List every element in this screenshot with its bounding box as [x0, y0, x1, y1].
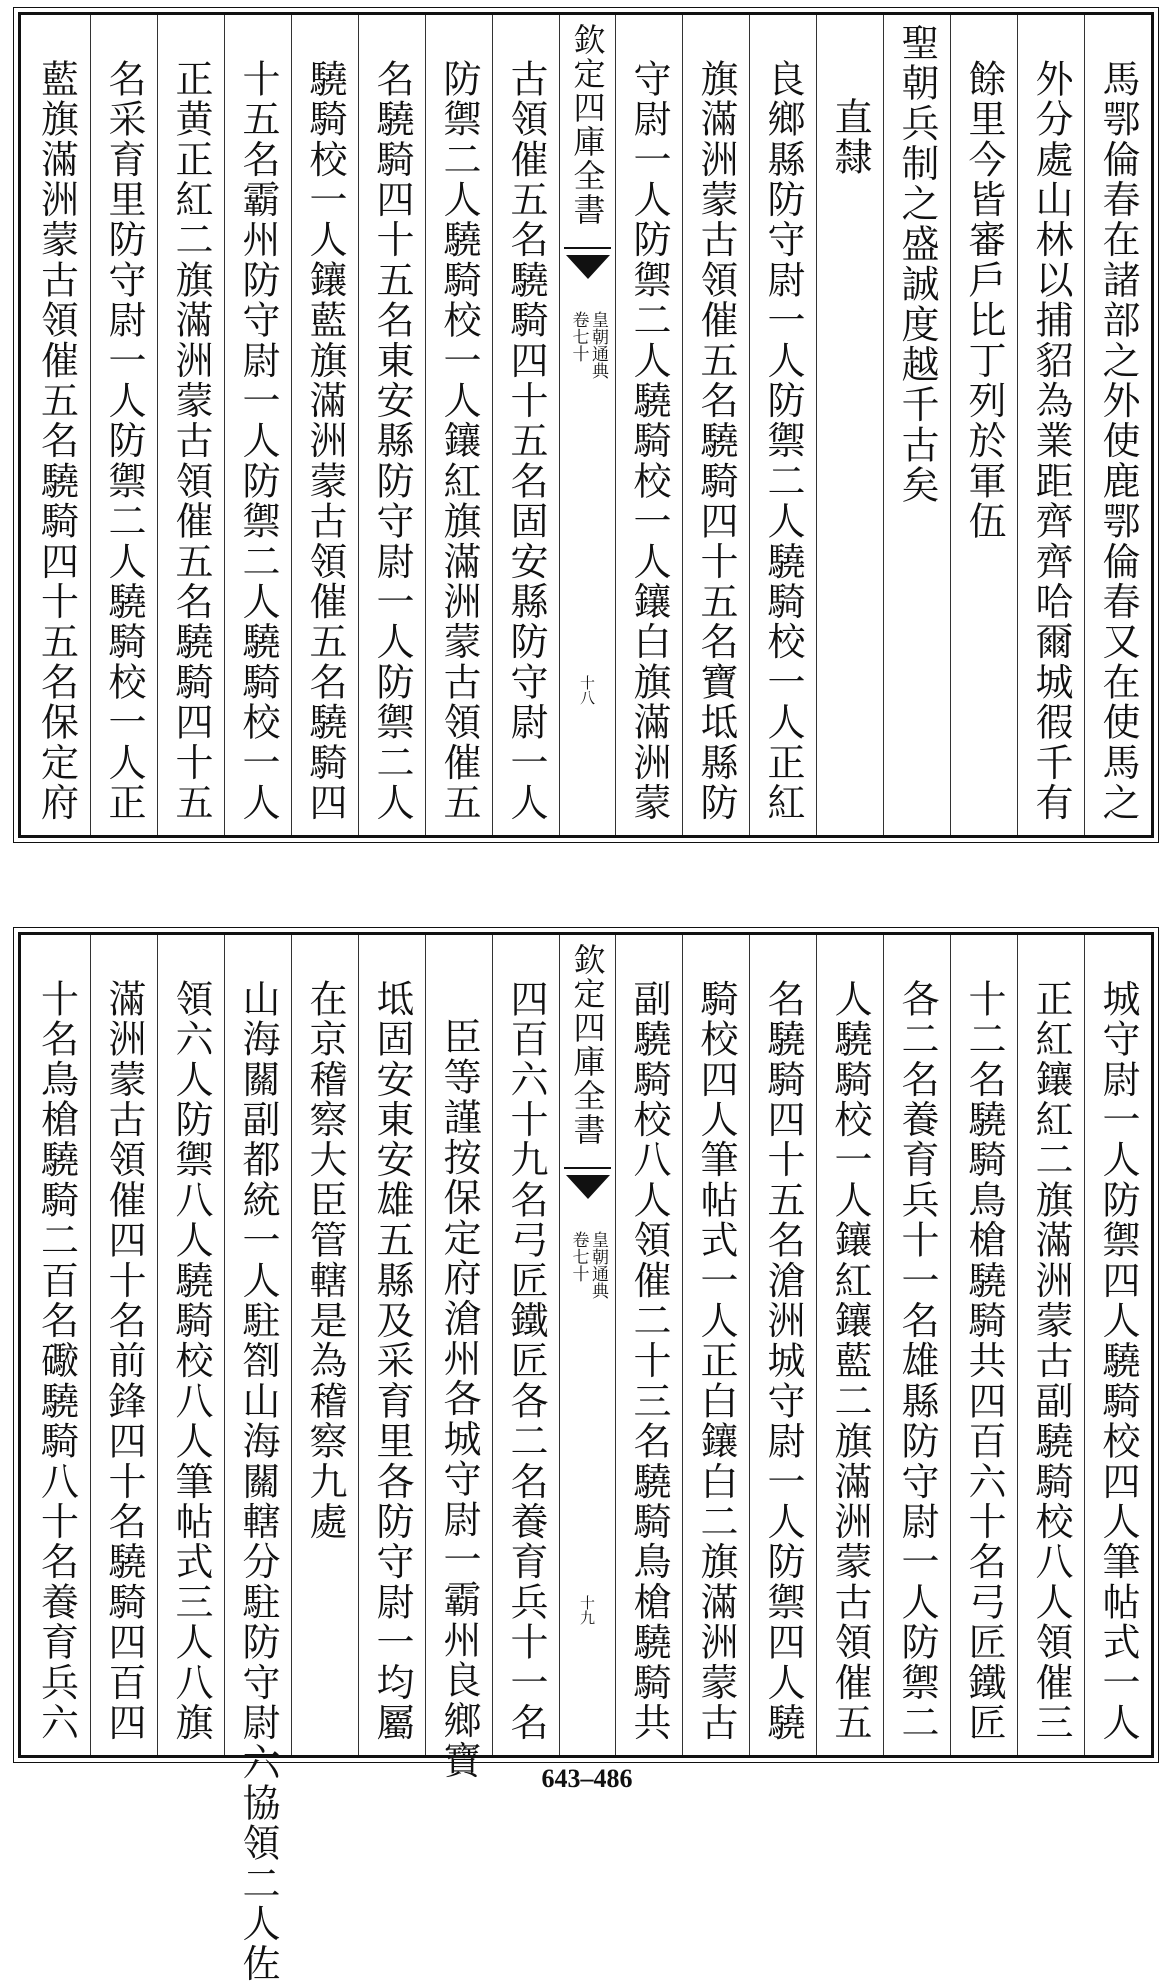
text-column: 正紅鑲紅二旗滿洲蒙古副驍騎校八人領催三: [1017, 935, 1084, 1755]
text-column: 領六人防禦八人驍騎校八人筆帖式三人八旗: [157, 935, 224, 1755]
collection-title: 欽定四庫全書: [568, 23, 607, 227]
page-number-footer: 643–486: [541, 1764, 633, 1793]
text-column: 守尉一人防禦二人驍騎校一人鑲白旗滿洲蒙: [615, 15, 682, 835]
text-column: 城守尉一人防禦四人驍騎校四人筆帖式一人: [1084, 935, 1151, 1755]
text-column: 外分處山林以捕貂為業距齊齊哈爾城徦千有: [1017, 15, 1084, 835]
text-column: 各二名養育兵十一名雄縣防守尉一人防禦二: [883, 935, 950, 1755]
fish-tail-mark-icon: [566, 255, 610, 279]
text-column: 十五名霸州防守尉一人防禦二人驍騎校一人: [224, 15, 291, 835]
text-column: 滿洲蒙古領催四十名前鋒四十名驍騎四百四: [90, 935, 157, 1755]
text-column: 在京稽察大臣管轄是為稽察九處: [291, 935, 358, 1755]
text-column: 防禦二人驍騎校一人鑲紅旗滿洲蒙古領催五: [425, 15, 492, 835]
folio-number: 十九: [578, 1595, 596, 1625]
text-column: 正黄正紅二旗滿洲蒙古領催五名驍騎四十五: [157, 15, 224, 835]
collection-title: 欽定四庫全書: [568, 943, 607, 1147]
text-column: 馬鄂倫春在諸部之外使鹿鄂倫春又在使馬之: [1084, 15, 1151, 835]
text-column: 騎校四人筆帖式一人正白鑲白二旗滿洲蒙古: [682, 935, 749, 1755]
page-top-columns: [21, 15, 1151, 835]
fish-tail-rule: [564, 1167, 611, 1169]
fish-tail-rule: [564, 247, 611, 249]
text-column: 良鄉縣防守尉一人防禦二人驍騎校一人正紅: [749, 15, 816, 835]
text-column: 坻固安東安雄五縣及采育里各防守尉一均屬: [358, 935, 425, 1755]
text-column: 十二名驍騎鳥槍驍騎共四百六十名弓匠鐵匠: [950, 935, 1017, 1755]
page-top: [18, 12, 1154, 838]
text-column: 藍旗滿洲蒙古領催五名驍騎四十五名保定府: [34, 59, 79, 823]
book-title: 皇朝通典 卷七十: [568, 1231, 609, 1299]
book-title: 皇朝通典 卷七十: [568, 311, 609, 379]
folio-number: 十八: [578, 675, 596, 705]
text-column: 古領催五名驍騎四十五名固安縣防守尉一人: [492, 15, 559, 835]
text-column: 餘里今皆審戶比丁列於軍伍: [950, 15, 1017, 835]
text-column: 四百六十九名弓匠鐵匠各二名養育兵十一名: [492, 935, 559, 1755]
text-column: 名驍騎四十五名滄洲城守尉一人防禦四人驍: [749, 935, 816, 1755]
text-column: 聖朝兵制之盛誠度越千古矣: [883, 15, 950, 835]
center-margin: [559, 15, 615, 835]
text-column: 驍騎校一人鑲藍旗滿洲蒙古領催五名驍騎四: [291, 15, 358, 835]
text-column: 十名鳥槍驍騎二百名礮驍騎八十名養育兵六: [34, 979, 79, 1743]
text-column: 山海關副都統一人駐劄山海關轄分駐防守尉六協領二人佐: [224, 935, 291, 1755]
commentary-column: 臣等謹按保定府滄州各城守尉一霸州良鄉寶: [425, 935, 492, 1755]
text-column: 名驍騎四十五名東安縣防守尉一人防禦二人: [358, 15, 425, 835]
text-column: 旗滿洲蒙古領催五名驍騎四十五名寶坻縣防: [682, 15, 749, 835]
center-margin: [559, 935, 615, 1755]
text-column: 人驍騎校一人鑲紅鑲藍二旗滿洲蒙古領催五: [816, 935, 883, 1755]
text-column: 副驍騎校八人領催二十三名驍騎鳥槍驍騎共: [615, 935, 682, 1755]
section-heading-column: 直隸: [816, 15, 883, 835]
text-column: 名采育里防守尉一人防禦二人驍騎校一人正: [90, 15, 157, 835]
fish-tail-mark-icon: [566, 1175, 610, 1199]
